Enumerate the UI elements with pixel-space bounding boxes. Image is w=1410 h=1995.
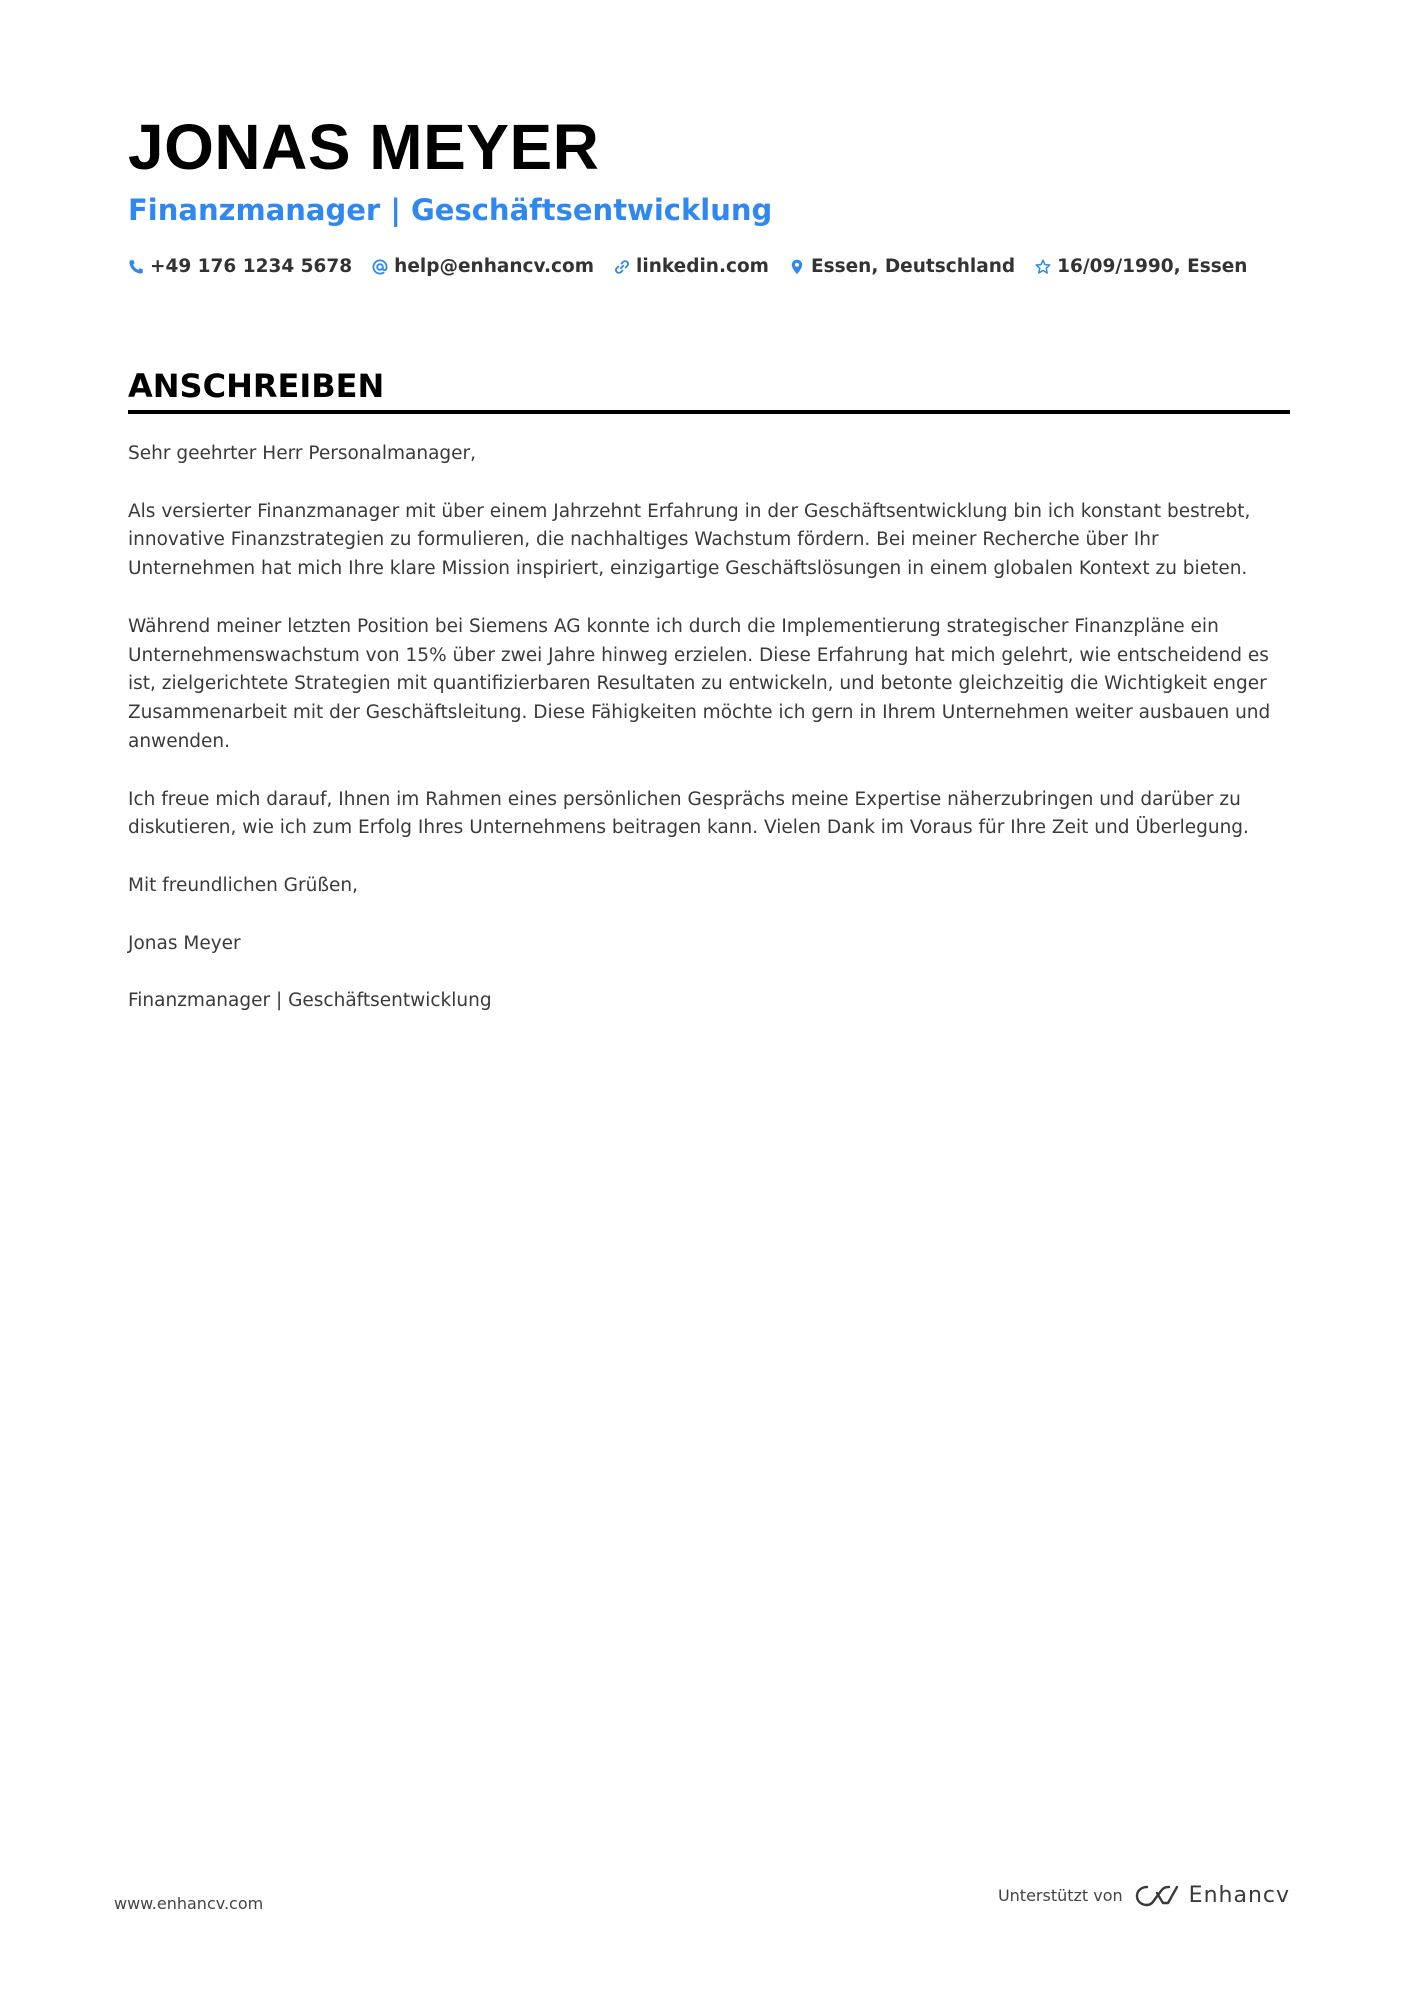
brand-logo bbox=[1135, 1882, 1290, 1910]
signature-name: Jonas Meyer bbox=[128, 932, 241, 954]
footer-website[interactable]: www.enhancv.com bbox=[114, 1894, 264, 1913]
location-text: Essen, Deutschland bbox=[810, 256, 1016, 277]
letter-paragraph: Als versierter Finanzmanager mit über einem Jahrzehnt Erfahrung in der Geschäftsentwicklung bin ich konstant bestrebt, innovative Finanzstrategien zu formulieren, die nachhaltiges Wachstum fördern. Bei meiner Recherche über Ihr Unternehmen hat mich Ihre klare Mission inspiriert, einzigartige Geschäftslösungen in einem globalen Kontext zu bieten. bbox=[128, 500, 1251, 580]
contact-birth bbox=[1035, 252, 1247, 282]
contact-location bbox=[789, 252, 1015, 282]
enhancv-logo-icon bbox=[1135, 1882, 1181, 1910]
at-icon bbox=[372, 259, 388, 275]
star-icon bbox=[1035, 259, 1051, 275]
applicant-name: JONAS MEYER bbox=[128, 111, 600, 183]
applicant-title: Finanzmanager | Geschäftsentwicklung bbox=[128, 193, 773, 227]
contact-email bbox=[372, 252, 594, 282]
email-text: help@enhancv.com bbox=[394, 256, 595, 277]
section-divider bbox=[128, 410, 1290, 414]
letter-body bbox=[128, 440, 1290, 1045]
section-title: ANSCHREIBEN bbox=[128, 367, 385, 405]
letter-paragraph: Ich freue mich darauf, Ihnen im Rahmen eines persönlichen Gesprächs meine Expertise näherzubringen und darüber zu diskutieren, wie ich zum Erfolg Ihres Unternehmens beitragen kann. Vielen Dank im Voraus für Ihre Zeit und Überlegung. bbox=[128, 788, 1249, 839]
brand-name: Enhancv bbox=[1188, 1883, 1290, 1908]
contact-bar bbox=[128, 252, 1247, 282]
powered-by-label: Unterstützt von bbox=[997, 1886, 1123, 1905]
birth-text: 16/09/1990, Essen bbox=[1057, 256, 1248, 277]
phone-icon bbox=[128, 259, 144, 275]
footer-branding bbox=[998, 1882, 1290, 1910]
salutation: Sehr geehrter Herr Personalmanager, bbox=[128, 443, 477, 464]
phone-text: +49 176 1234 5678 bbox=[150, 256, 353, 277]
contact-linkedin bbox=[614, 252, 769, 282]
contact-phone bbox=[128, 252, 352, 282]
signature-title: Finanzmanager | Geschäftsentwicklung bbox=[128, 990, 492, 1012]
letter-paragraph: Während meiner letzten Position bei Siemens AG konnte ich durch die Implementierung strategischer Finanzpläne ein Unternehmenswachstum von 15% über zwei Jahre hinweg erzielen. Diese Erfahrung hat mich gelehrt, wie entscheidend es ist, zielgerichtete Strategien mit quantifizierbaren Resultaten zu entwickeln, und betonte gleichzeitig die Wichtigkeit enger Zusammenarbeit mit der Geschäftsleitung. Diese Fähigkeiten möchte ich gern in Ihrem Unternehmen weiter ausbauen und anwenden. bbox=[128, 615, 1271, 752]
link-icon bbox=[614, 259, 630, 275]
location-pin-icon bbox=[789, 259, 805, 275]
closing: Mit freundlichen Grüßen, bbox=[128, 874, 358, 896]
linkedin-text: linkedin.com bbox=[636, 256, 769, 277]
